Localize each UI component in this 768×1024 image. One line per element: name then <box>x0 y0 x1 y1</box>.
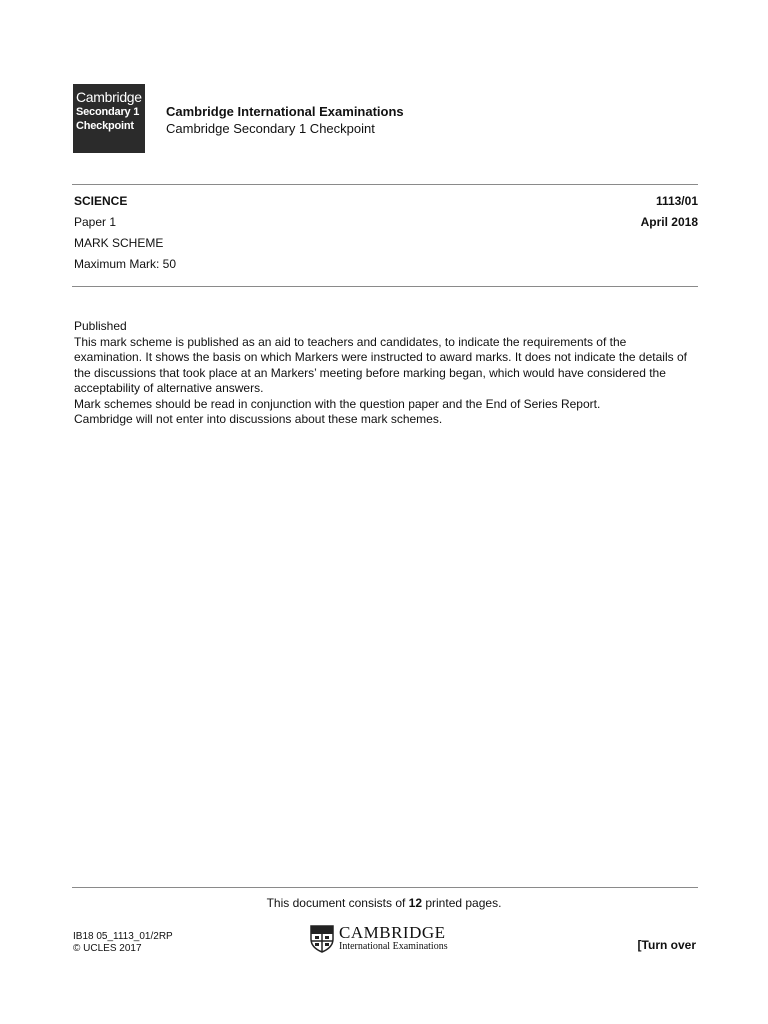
exam-session: April 2018 <box>640 215 698 229</box>
footer-reference <box>73 931 173 955</box>
programme-name: Cambridge Secondary 1 Checkpoint <box>166 121 375 136</box>
cambridge-brand <box>310 924 448 953</box>
logo-line-1: Cambridge <box>76 89 142 105</box>
logo-line-3: Checkpoint <box>76 120 134 132</box>
maximum-mark: Maximum Mark: 50 <box>74 257 177 271</box>
intro-paragraph-3: Cambridge will not enter into discussions about these mark schemes. <box>74 412 443 426</box>
organisation-name: Cambridge International Examinations <box>166 104 404 119</box>
page-count: 12 <box>408 896 423 910</box>
top-divider <box>72 184 698 185</box>
header-organisation <box>166 103 404 137</box>
exam-code: 1113/01 <box>655 194 698 208</box>
copyright: © UCLES 2017 <box>73 943 142 954</box>
document-ref: IB18 05_1113_01/2RP <box>73 931 173 942</box>
brand-name: CAMBRIDGE <box>339 923 446 942</box>
brand-subtitle: International Examinations <box>339 941 448 952</box>
intro-text <box>74 319 694 428</box>
turn-over: [Turn over <box>637 938 696 952</box>
checkpoint-logo <box>73 84 145 153</box>
cambridge-shield-icon <box>310 925 334 953</box>
logo-line-2: Secondary 1 <box>76 106 140 118</box>
page-count-line <box>0 896 768 910</box>
intro-paragraph-2: Mark schemes should be read in conjunction with the question paper and the End of Series Report. <box>74 396 601 411</box>
intro-heading: Published <box>74 319 127 333</box>
exam-paper: Paper 1 <box>74 215 117 229</box>
page-count-prefix: This document consists of <box>266 896 409 910</box>
footer-divider <box>72 887 698 888</box>
document-type: MARK SCHEME <box>74 236 164 250</box>
exam-subject: SCIENCE <box>74 194 128 208</box>
mid-divider <box>72 286 698 287</box>
page-count-suffix: printed pages. <box>422 896 502 910</box>
intro-paragraph-1: This mark scheme is published as an aid to teachers and candidates, to indicate the requirements of the examination. It shows the basis on which Markers were instructed to award marks. It does not indicate the details of the discussions that took place at an Markers’ meeting before marking began, which would have considered the acceptability of alternative answers. <box>74 334 687 395</box>
